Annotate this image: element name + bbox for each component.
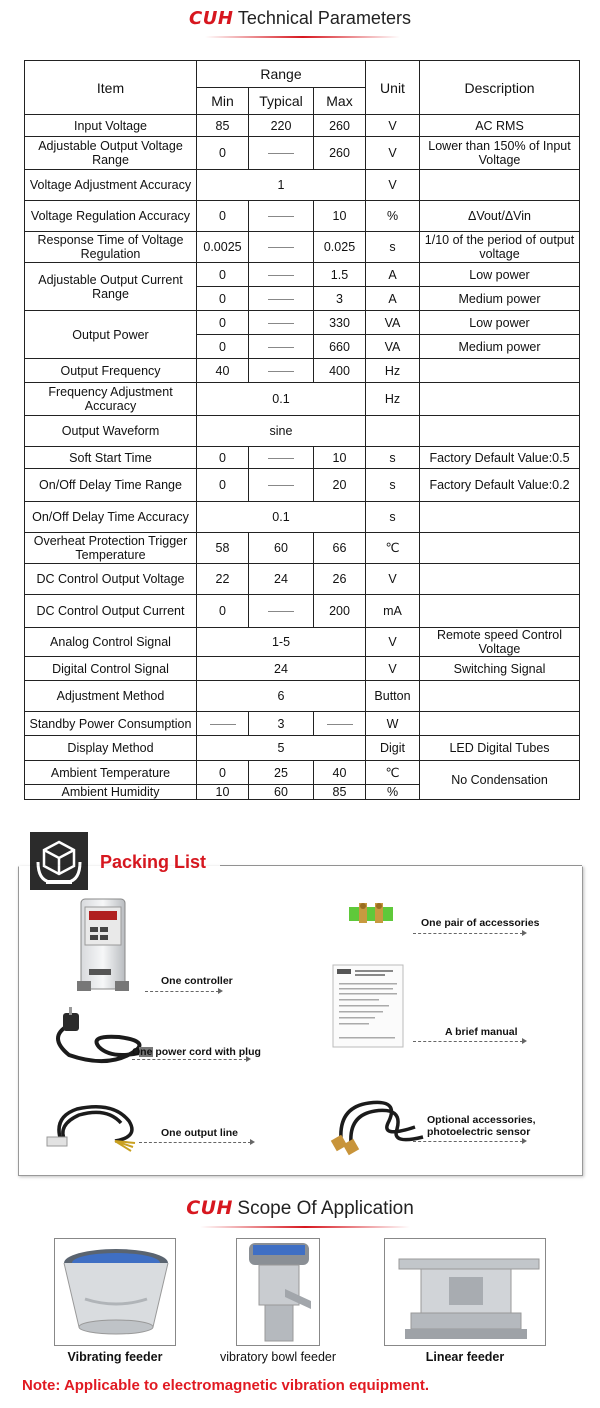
param-min: 40 (197, 359, 249, 383)
param-description (420, 533, 580, 564)
param-max: 20 (314, 469, 366, 502)
table-row (25, 263, 580, 287)
dash-power-cord (132, 1059, 247, 1060)
table-row (25, 533, 580, 564)
param-name: Voltage Regulation Accuracy (25, 201, 197, 232)
label-output-line: One output line (161, 1127, 238, 1139)
param-name: Frequency Adjustment Accuracy (25, 383, 197, 416)
param-typical: 220 (249, 115, 314, 137)
manual-document-icon (331, 963, 405, 1049)
param-value: sine (197, 416, 366, 447)
param-description: AC RMS (420, 115, 580, 137)
param-value: 0.1 (197, 502, 366, 533)
packing-title: Packing List (100, 852, 207, 872)
param-description: Medium power (420, 287, 580, 311)
header-typical: Typical (249, 88, 314, 115)
param-description: Low power (420, 311, 580, 335)
param-max: 0.025 (314, 232, 366, 263)
param-typical: 60 (249, 785, 314, 800)
dash-mark (268, 347, 294, 348)
param-unit: A (366, 263, 420, 287)
param-name: Ambient Temperature (25, 761, 197, 785)
param-min: 0.0025 (197, 232, 249, 263)
power-cord-icon (39, 1007, 159, 1067)
param-description (420, 383, 580, 416)
dash-mark (268, 458, 294, 459)
param-unit: V (366, 170, 420, 201)
param-name: Response Time of Voltage Regulation (25, 232, 197, 263)
param-unit: V (366, 628, 420, 657)
header-description: Description (420, 61, 580, 115)
param-typical (249, 335, 314, 359)
table-row (25, 232, 580, 263)
param-max: 3 (314, 287, 366, 311)
param-max: 85 (314, 785, 366, 800)
param-max: 200 (314, 595, 366, 628)
param-name: Adjustable Output Voltage Range (25, 137, 197, 170)
header-unit: Unit (366, 61, 420, 115)
param-min: 0 (197, 595, 249, 628)
dash-mark (268, 153, 294, 154)
label-power-cord: One power cord with plug (132, 1046, 261, 1058)
dash-mark (268, 323, 294, 324)
param-min: 85 (197, 115, 249, 137)
param-unit: s (366, 502, 420, 533)
param-description: LED Digital Tubes (420, 736, 580, 761)
param-max: 660 (314, 335, 366, 359)
dash-mark (268, 247, 294, 248)
param-unit: ℃ (366, 761, 420, 785)
param-unit: VA (366, 335, 420, 359)
table-row (25, 761, 580, 785)
param-typical (249, 447, 314, 469)
param-max: 1.5 (314, 263, 366, 287)
param-typical: 60 (249, 533, 314, 564)
output-line-icon (43, 1097, 153, 1157)
param-description (420, 595, 580, 628)
manual-image (331, 963, 405, 1049)
tech-header (0, 8, 600, 29)
param-name: On/Off Delay Time Accuracy (25, 502, 197, 533)
param-description (420, 502, 580, 533)
table-row (25, 469, 580, 502)
controller-image (75, 897, 133, 993)
header-min: Min (197, 88, 249, 115)
param-name: Output Power (25, 311, 197, 359)
param-name: Output Waveform (25, 416, 197, 447)
param-description (420, 681, 580, 712)
label-sensor-line1: Optional accessories, (427, 1114, 536, 1126)
app-label-linear: Linear feeder (425, 1350, 505, 1364)
param-typical (249, 232, 314, 263)
param-max: 10 (314, 201, 366, 232)
table-row (25, 595, 580, 628)
parameters-table (24, 60, 580, 800)
param-name: Analog Control Signal (25, 628, 197, 657)
param-value: 0.1 (197, 383, 366, 416)
param-description: Lower than 150% of Input Voltage (420, 137, 580, 170)
param-name: Overheat Protection Trigger Temperature (25, 533, 197, 564)
app-label-vibrating: Vibrating feeder (67, 1350, 163, 1364)
tech-underline (205, 36, 400, 38)
param-unit: s (366, 447, 420, 469)
param-typical: 3 (249, 712, 314, 736)
param-min: 0 (197, 201, 249, 232)
param-typical (249, 469, 314, 502)
param-min: 0 (197, 287, 249, 311)
table-row (25, 657, 580, 681)
param-max: 260 (314, 137, 366, 170)
output-line-image (43, 1097, 153, 1157)
table-row (25, 712, 580, 736)
power-cord-image (39, 1007, 159, 1067)
param-min: 0 (197, 469, 249, 502)
param-unit: Digit (366, 736, 420, 761)
app-vibrating-feeder-image (54, 1238, 176, 1346)
param-unit: s (366, 469, 420, 502)
dash-mark (268, 216, 294, 217)
dash-mark (327, 724, 353, 725)
table-row (25, 137, 580, 170)
param-name: Output Frequency (25, 359, 197, 383)
table-row (25, 564, 580, 595)
table-row (25, 681, 580, 712)
param-unit: s (366, 232, 420, 263)
param-max: 10 (314, 447, 366, 469)
dash-accessories (413, 933, 523, 934)
app-label-bowl: vibratory bowl feeder (219, 1350, 337, 1364)
parameters-body (25, 115, 580, 800)
param-description: Factory Default Value:0.5 (420, 447, 580, 469)
header-item: Item (25, 61, 197, 115)
param-value: 24 (197, 657, 366, 681)
packing-panel (18, 866, 583, 1176)
param-description-shared: No Condensation (420, 761, 580, 800)
param-unit: W (366, 712, 420, 736)
param-unit: VA (366, 311, 420, 335)
param-unit: V (366, 564, 420, 595)
param-max: 26 (314, 564, 366, 595)
label-accessories: One pair of accessories (421, 917, 540, 929)
dash-mark (268, 611, 294, 612)
param-min: 0 (197, 311, 249, 335)
param-description: Low power (420, 263, 580, 287)
param-description (420, 416, 580, 447)
param-value: 1 (197, 170, 366, 201)
param-min: 0 (197, 263, 249, 287)
accessories-image (347, 901, 395, 925)
param-unit: V (366, 137, 420, 170)
param-unit: % (366, 201, 420, 232)
table-row (25, 359, 580, 383)
param-typical (249, 595, 314, 628)
param-description: Remote speed Control Voltage (420, 628, 580, 657)
param-max: 66 (314, 533, 366, 564)
param-description: ΔVout/ΔVin (420, 201, 580, 232)
application-header (0, 1197, 600, 1220)
table-row (25, 447, 580, 469)
param-unit: V (366, 657, 420, 681)
param-typical (249, 359, 314, 383)
label-manual: A brief manual (445, 1026, 518, 1038)
brand-logo: CUH (189, 8, 234, 29)
param-typical: 25 (249, 761, 314, 785)
controller-device-icon (75, 897, 133, 993)
param-name: Ambient Humidity (25, 785, 197, 800)
dash-mark (268, 485, 294, 486)
param-description: Switching Signal (420, 657, 580, 681)
dash-controller (145, 991, 219, 992)
param-unit: Hz (366, 359, 420, 383)
brand-logo-2: CUH (186, 1197, 233, 1219)
param-unit: % (366, 785, 420, 800)
app-linear-feeder-image (384, 1238, 546, 1346)
param-min (197, 712, 249, 736)
param-description: Medium power (420, 335, 580, 359)
application-underline (200, 1226, 410, 1228)
table-row (25, 736, 580, 761)
param-max (314, 712, 366, 736)
param-description: 1/10 of the period of output voltage (420, 232, 580, 263)
param-unit: mA (366, 595, 420, 628)
param-unit: Hz (366, 383, 420, 416)
table-row (25, 416, 580, 447)
dash-mark (268, 371, 294, 372)
dash-mark (268, 299, 294, 300)
application-title: Scope Of Application (237, 1198, 414, 1219)
param-description (420, 564, 580, 595)
param-typical (249, 263, 314, 287)
param-typical: 24 (249, 564, 314, 595)
linear-feeder-icon (385, 1239, 546, 1346)
param-name: On/Off Delay Time Range (25, 469, 197, 502)
tech-title: Technical Parameters (237, 8, 411, 28)
param-min: 58 (197, 533, 249, 564)
param-value: 1-5 (197, 628, 366, 657)
application-note: Note: Applicable to electromagnetic vibration equipment. (22, 1377, 429, 1394)
param-name: DC Control Output Voltage (25, 564, 197, 595)
param-unit: V (366, 115, 420, 137)
param-unit: A (366, 287, 420, 311)
dash-manual (413, 1041, 523, 1042)
header-max: Max (314, 88, 366, 115)
label-sensor-line2: photoelectric sensor (427, 1126, 531, 1138)
param-min: 10 (197, 785, 249, 800)
label-controller: One controller (161, 975, 233, 987)
param-name: Display Method (25, 736, 197, 761)
param-value: 6 (197, 681, 366, 712)
param-unit: Button (366, 681, 420, 712)
param-max: 260 (314, 115, 366, 137)
param-name: Voltage Adjustment Accuracy (25, 170, 197, 201)
dash-mark (210, 724, 236, 725)
dash-mark (268, 275, 294, 276)
param-name: Standby Power Consumption (25, 712, 197, 736)
param-typical (249, 287, 314, 311)
connector-pair-icon (347, 901, 395, 925)
param-max: 330 (314, 311, 366, 335)
param-typical (249, 137, 314, 170)
param-unit (366, 416, 420, 447)
table-row (25, 502, 580, 533)
table-row (25, 170, 580, 201)
photoelectric-sensor-icon (319, 1087, 429, 1157)
param-min: 0 (197, 137, 249, 170)
vibrating-feeder-icon (55, 1239, 176, 1346)
dash-output-line (139, 1142, 251, 1143)
table-row (25, 115, 580, 137)
param-typical (249, 311, 314, 335)
param-name: Input Voltage (25, 115, 197, 137)
param-unit: ℃ (366, 533, 420, 564)
param-name: Adjustment Method (25, 681, 197, 712)
param-value: 5 (197, 736, 366, 761)
table-row (25, 201, 580, 232)
param-min: 22 (197, 564, 249, 595)
param-min: 0 (197, 447, 249, 469)
param-description (420, 359, 580, 383)
bowl-feeder-icon (237, 1239, 320, 1346)
header-range: Range (197, 61, 366, 88)
param-name: DC Control Output Current (25, 595, 197, 628)
app-bowl-feeder-image (236, 1238, 320, 1346)
param-description (420, 712, 580, 736)
param-min: 0 (197, 335, 249, 359)
sensor-image (319, 1087, 429, 1157)
dash-sensor (413, 1141, 523, 1142)
param-description: Factory Default Value:0.2 (420, 469, 580, 502)
table-row (25, 628, 580, 657)
param-max: 400 (314, 359, 366, 383)
param-name: Soft Start Time (25, 447, 197, 469)
param-min: 0 (197, 761, 249, 785)
param-description (420, 170, 580, 201)
param-typical (249, 201, 314, 232)
table-row (25, 311, 580, 335)
param-name: Digital Control Signal (25, 657, 197, 681)
table-row (25, 383, 580, 416)
param-max: 40 (314, 761, 366, 785)
param-name: Adjustable Output Current Range (25, 263, 197, 311)
